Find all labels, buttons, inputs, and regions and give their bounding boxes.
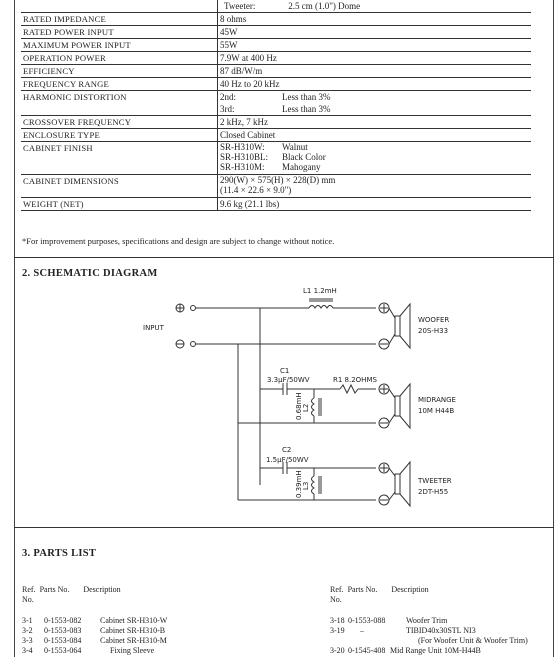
tweeter-label: Tweeter: bbox=[224, 1, 256, 11]
spec-value: 45W bbox=[218, 26, 532, 39]
spec-value: 2 kHz, 7 kHz bbox=[218, 116, 532, 129]
c2-value: 1.5μF/50WV bbox=[266, 456, 309, 464]
divider bbox=[14, 257, 554, 258]
table-row: 3-2 0-1553-083 Cabinet SR-H310-B bbox=[22, 626, 166, 635]
table-row: 3-3 0-1553-084 Cabinet SR-H310-M bbox=[22, 636, 167, 645]
spec-label: RATED POWER INPUT bbox=[21, 26, 218, 39]
c2-label: C2 bbox=[282, 446, 292, 454]
table-row: (For Woofer Unit & Woofer Trim) bbox=[418, 636, 528, 645]
table-row bbox=[21, 52, 531, 65]
c1-label: C1 bbox=[280, 367, 290, 375]
parts-left-header bbox=[22, 585, 121, 594]
finish-color: Mahogany bbox=[282, 162, 321, 172]
l1-label: L1 1.2mH bbox=[303, 287, 337, 295]
ref-header: Ref. bbox=[22, 585, 36, 594]
specifications-table bbox=[21, 0, 531, 211]
harmonic-3rd-value: Less than 3% bbox=[282, 104, 331, 114]
table-row: 3-20 0-1545-408 Mid Range Unit 10M-H44B bbox=[330, 646, 481, 655]
spec-value: Closed Cabinet bbox=[218, 129, 532, 142]
ref-header-no: No. bbox=[330, 595, 342, 604]
parts-no-header: Parts No. bbox=[347, 585, 378, 594]
l3-value: 0.39mH bbox=[295, 470, 303, 498]
spec-label: CABINET FINISH bbox=[21, 142, 218, 175]
finish-color: Black Color bbox=[282, 152, 326, 162]
parts-right-header bbox=[330, 585, 429, 594]
description-header: Description bbox=[391, 585, 429, 594]
tweeter-label: TWEETER bbox=[418, 477, 452, 485]
table-row bbox=[21, 198, 531, 211]
woofer-model: 20S-H33 bbox=[418, 327, 449, 335]
parts-no-header: Parts No. bbox=[39, 585, 70, 594]
table-row bbox=[21, 142, 531, 175]
finish-model: SR-H310BL: bbox=[220, 152, 269, 162]
l2-value: 0.68mH bbox=[295, 392, 303, 420]
spec-label: CROSSOVER FREQUENCY bbox=[21, 116, 218, 129]
table-row bbox=[21, 175, 531, 198]
spec-value: 87 dB/W/m bbox=[218, 65, 532, 78]
finish-model: SR-H310M: bbox=[220, 162, 265, 172]
table-row bbox=[21, 78, 531, 91]
schematic-diagram bbox=[0, 280, 558, 520]
section-title-parts-list: 3. PARTS LIST bbox=[22, 548, 97, 559]
table-row bbox=[21, 13, 531, 26]
spec-label: FREQUENCY RANGE bbox=[21, 78, 218, 91]
spec-value: 7.9W at 400 Hz bbox=[218, 52, 532, 65]
divider bbox=[14, 527, 554, 528]
c1-value: 3.3μF/50WV bbox=[267, 376, 310, 384]
woofer-label: WOOFER bbox=[418, 316, 450, 324]
table-row: 3-19 – TIBID40x30STL NI3 bbox=[330, 626, 476, 635]
table-row: 3-4 0-1553-064 Fixing Sleeve bbox=[22, 646, 155, 655]
harmonic-2nd-value: Less than 3% bbox=[282, 92, 331, 102]
spec-label: RATED IMPEDANCE bbox=[21, 13, 218, 26]
spec-label: OPERATION POWER bbox=[21, 52, 218, 65]
dims-metric: 290(W) × 575(H) × 228(D) mm bbox=[220, 175, 336, 185]
dims-imperial: (11.4 × 22.6 × 9.0") bbox=[220, 185, 292, 195]
spec-label: WEIGHT (NET) bbox=[21, 198, 218, 211]
section-title-schematic: 2. SCHEMATIC DIAGRAM bbox=[22, 268, 158, 279]
spec-label: CABINET DIMENSIONS bbox=[21, 175, 218, 198]
spec-value: 55W bbox=[218, 39, 532, 52]
spec-label: EFFICIENCY bbox=[21, 65, 218, 78]
tweeter-model: 2DT-H55 bbox=[418, 488, 449, 496]
table-row bbox=[21, 0, 531, 13]
harmonic-3rd-label: 3rd: bbox=[220, 104, 235, 114]
midrange-model: 10M H44B bbox=[418, 407, 455, 415]
disclaimer-note: *For improvement purposes, specifications and design are subject to change without notice. bbox=[22, 236, 335, 246]
spec-label: MAXIMUM POWER INPUT bbox=[21, 39, 218, 52]
table-row bbox=[21, 39, 531, 52]
table-row: 3-18 0-1553-088 Woofer Trim bbox=[330, 616, 448, 625]
spec-label: HARMONIC DISTORTION bbox=[21, 91, 218, 116]
table-row bbox=[21, 65, 531, 78]
description-header: Description bbox=[83, 585, 121, 594]
ref-header: Ref. bbox=[330, 585, 344, 594]
midrange-label: MIDRANGE bbox=[418, 396, 456, 404]
table-row bbox=[21, 91, 531, 116]
table-row bbox=[21, 116, 531, 129]
table-row bbox=[21, 129, 531, 142]
spec-value: 9.6 kg (21.1 lbs) bbox=[218, 198, 532, 211]
l2-label: L2 bbox=[302, 403, 310, 412]
r1-label: R1 8.2OHMS bbox=[333, 376, 377, 384]
input-label: INPUT bbox=[143, 324, 164, 332]
table-row: 3-1 0-1553-082 Cabinet SR-H310-W bbox=[22, 616, 168, 625]
finish-color: Walnut bbox=[282, 142, 308, 152]
ref-header-no: No. bbox=[22, 595, 34, 604]
finish-model: SR-H310W: bbox=[220, 142, 265, 152]
table-row bbox=[21, 26, 531, 39]
l3-label: L3 bbox=[302, 481, 310, 490]
spec-label: ENCLOSURE TYPE bbox=[21, 129, 218, 142]
tweeter-value: 2.5 cm (1.0") Dome bbox=[288, 1, 361, 11]
spec-value: 8 ohms bbox=[218, 13, 532, 26]
harmonic-2nd-label: 2nd: bbox=[220, 92, 237, 102]
spec-value: 40 Hz to 20 kHz bbox=[218, 78, 532, 91]
